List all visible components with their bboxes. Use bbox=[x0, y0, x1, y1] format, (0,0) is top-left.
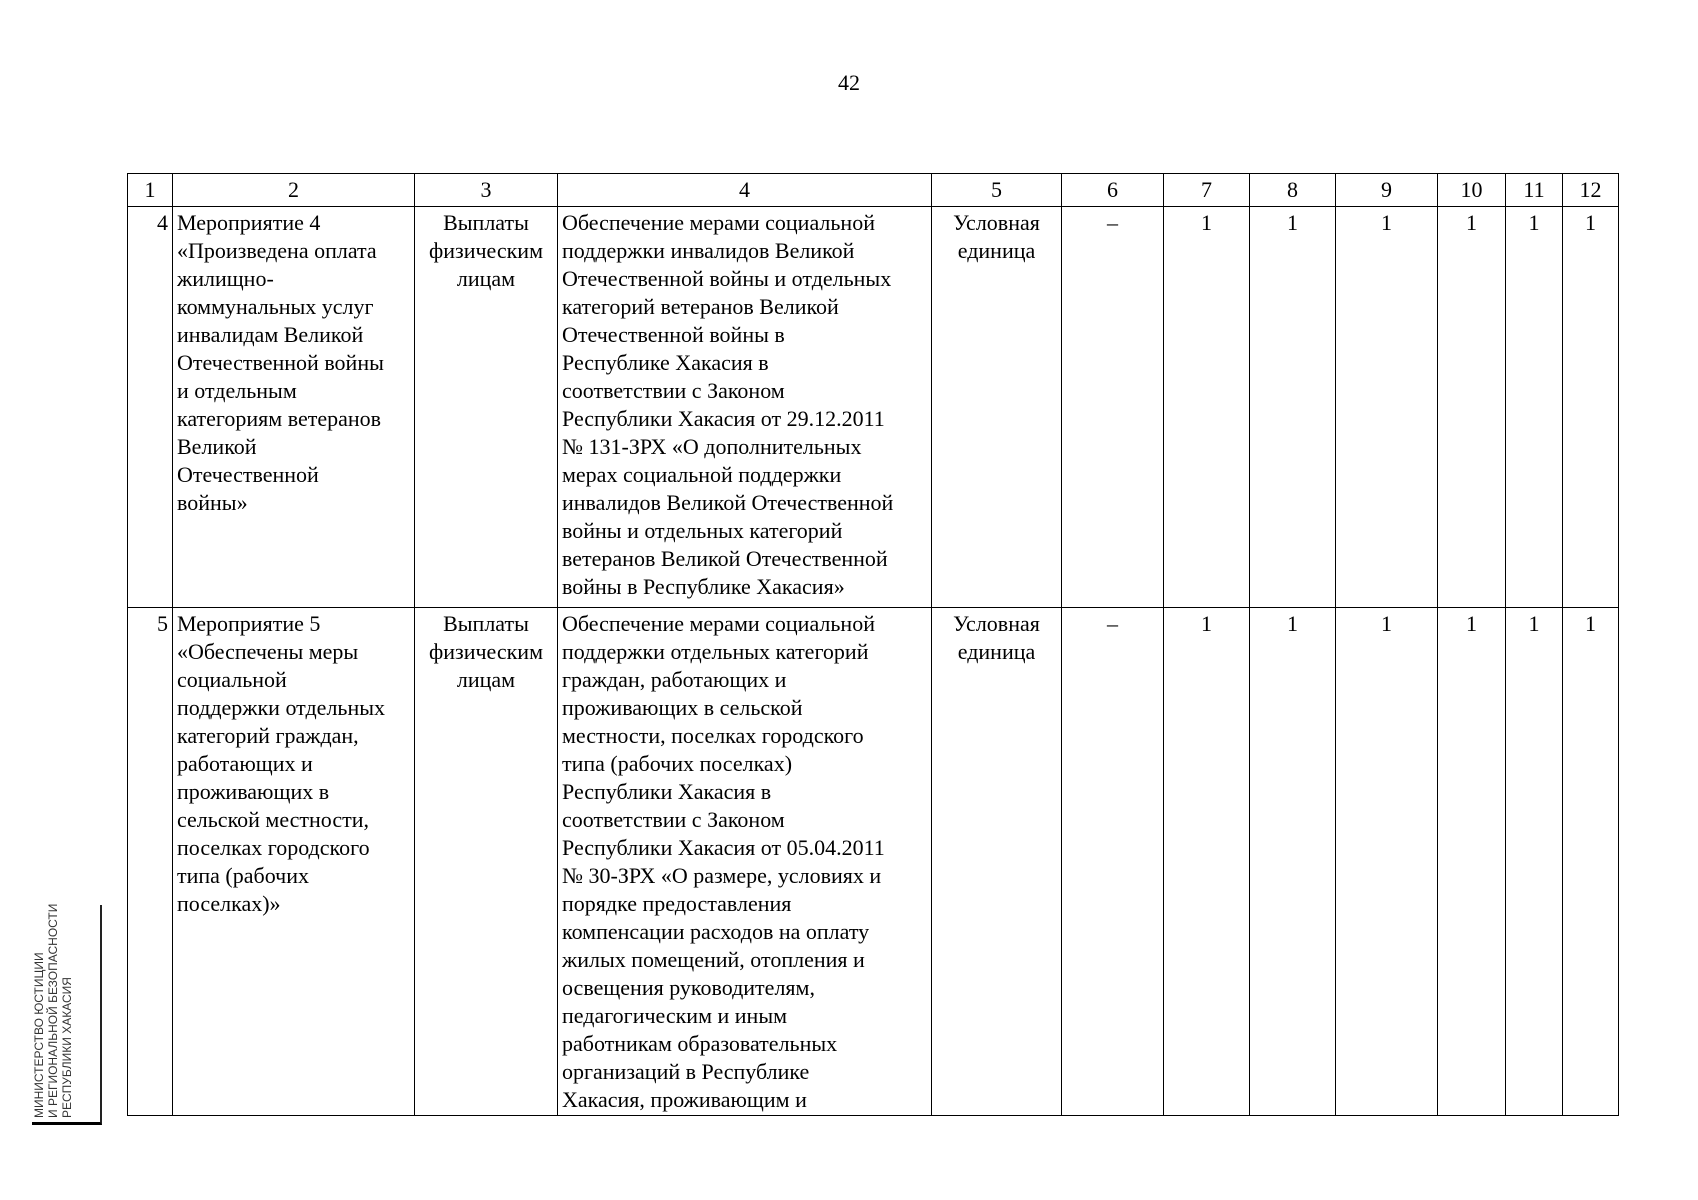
value-col-8: 1 bbox=[1250, 608, 1336, 1116]
value-col-10: 1 bbox=[1438, 207, 1506, 608]
measure-name: Мероприятие 4 «Произведена оплата жилищно- коммунальных услуг инвалидам Великой Отечественной войны и отдельным категориям ветеранов Великой Отечественной войны» bbox=[173, 207, 415, 608]
table-row-measure-4 bbox=[128, 207, 1619, 608]
measure-description: Обеспечение мерами социальной поддержки отдельных категорий граждан, работающих и проживающих в сельской местности, поселках городского типа (рабочих поселках) Республики Хакасия в соответствии с Законом Республики Хакасия от 05.04.2011 № 30-ЗРХ «О размере, условиях и порядке предоставления компенсации расходов на оплату жилых помещений, отопления и освещения руководителям, педагогическим и иным работникам образовательных организаций в Республике Хакасия, проживающим и bbox=[558, 608, 932, 1116]
header-col-4: 4 bbox=[558, 174, 932, 207]
header-col-5: 5 bbox=[932, 174, 1062, 207]
header-col-1: 1 bbox=[128, 174, 173, 207]
value-col-8: 1 bbox=[1250, 207, 1336, 608]
value-col-12: 1 bbox=[1563, 207, 1619, 608]
row-number: 4 bbox=[128, 207, 173, 608]
value-col-6: – bbox=[1062, 207, 1164, 608]
header-col-8: 8 bbox=[1250, 174, 1336, 207]
header-col-12: 12 bbox=[1563, 174, 1619, 207]
header-col-11: 11 bbox=[1506, 174, 1563, 207]
header-col-10: 10 bbox=[1438, 174, 1506, 207]
page-number: 42 bbox=[838, 70, 860, 95]
value-col-9: 1 bbox=[1336, 608, 1438, 1116]
value-col-11: 1 bbox=[1506, 608, 1563, 1116]
measure-description: Обеспечение мерами социальной поддержки инвалидов Великой Отечественной войны и отдельных категорий ветеранов Великой Отечественной войны в Республике Хакасия в соответствии с Законом Республики Хакасия от 29.12.2011 № 131-ЗРХ «О дополнительных мерах социальной поддержки инвалидов Великой Отечественной войны и отдельных категорий ветеранов Великой Отечественной войны в Республике Хакасия» bbox=[558, 207, 932, 608]
stamp-line-3: РЕСПУБЛИКИ ХАКАСИЯ bbox=[60, 977, 74, 1118]
value-col-7: 1 bbox=[1164, 207, 1250, 608]
value-col-9: 1 bbox=[1336, 207, 1438, 608]
value-col-11: 1 bbox=[1506, 207, 1563, 608]
value-col-10: 1 bbox=[1438, 608, 1506, 1116]
stamp-line-2: И РЕГИОНАЛЬНОЙ БЕЗОПАСНОСТИ bbox=[46, 903, 60, 1118]
header-col-9: 9 bbox=[1336, 174, 1438, 207]
value-col-7: 1 bbox=[1164, 608, 1250, 1116]
measure-name: Мероприятие 5 «Обеспечены меры социальной поддержки отдельных категорий граждан, работающих и проживающих в сельской местности, поселках городского типа (рабочих поселках)» bbox=[173, 608, 415, 1116]
table-header-row bbox=[128, 174, 1619, 207]
stamp-text bbox=[32, 905, 102, 1125]
header-col-7: 7 bbox=[1164, 174, 1250, 207]
value-col-6: – bbox=[1062, 608, 1164, 1116]
ministry-stamp bbox=[32, 905, 102, 1125]
header-col-2: 2 bbox=[173, 174, 415, 207]
payment-type: Выплаты физическим лицам bbox=[415, 608, 558, 1116]
measure-unit: Условная единица bbox=[932, 608, 1062, 1116]
header-col-6: 6 bbox=[1062, 174, 1164, 207]
stamp-line-1: МИНИСТЕРСТВО ЮСТИЦИИ bbox=[32, 952, 46, 1118]
value-col-12: 1 bbox=[1563, 608, 1619, 1116]
payment-type: Выплаты физическим лицам bbox=[415, 207, 558, 608]
row-number: 5 bbox=[128, 608, 173, 1116]
table-row-measure-5 bbox=[128, 608, 1619, 1116]
header-col-3: 3 bbox=[415, 174, 558, 207]
program-measures-table bbox=[127, 173, 1619, 1116]
measure-unit: Условная единица bbox=[932, 207, 1062, 608]
